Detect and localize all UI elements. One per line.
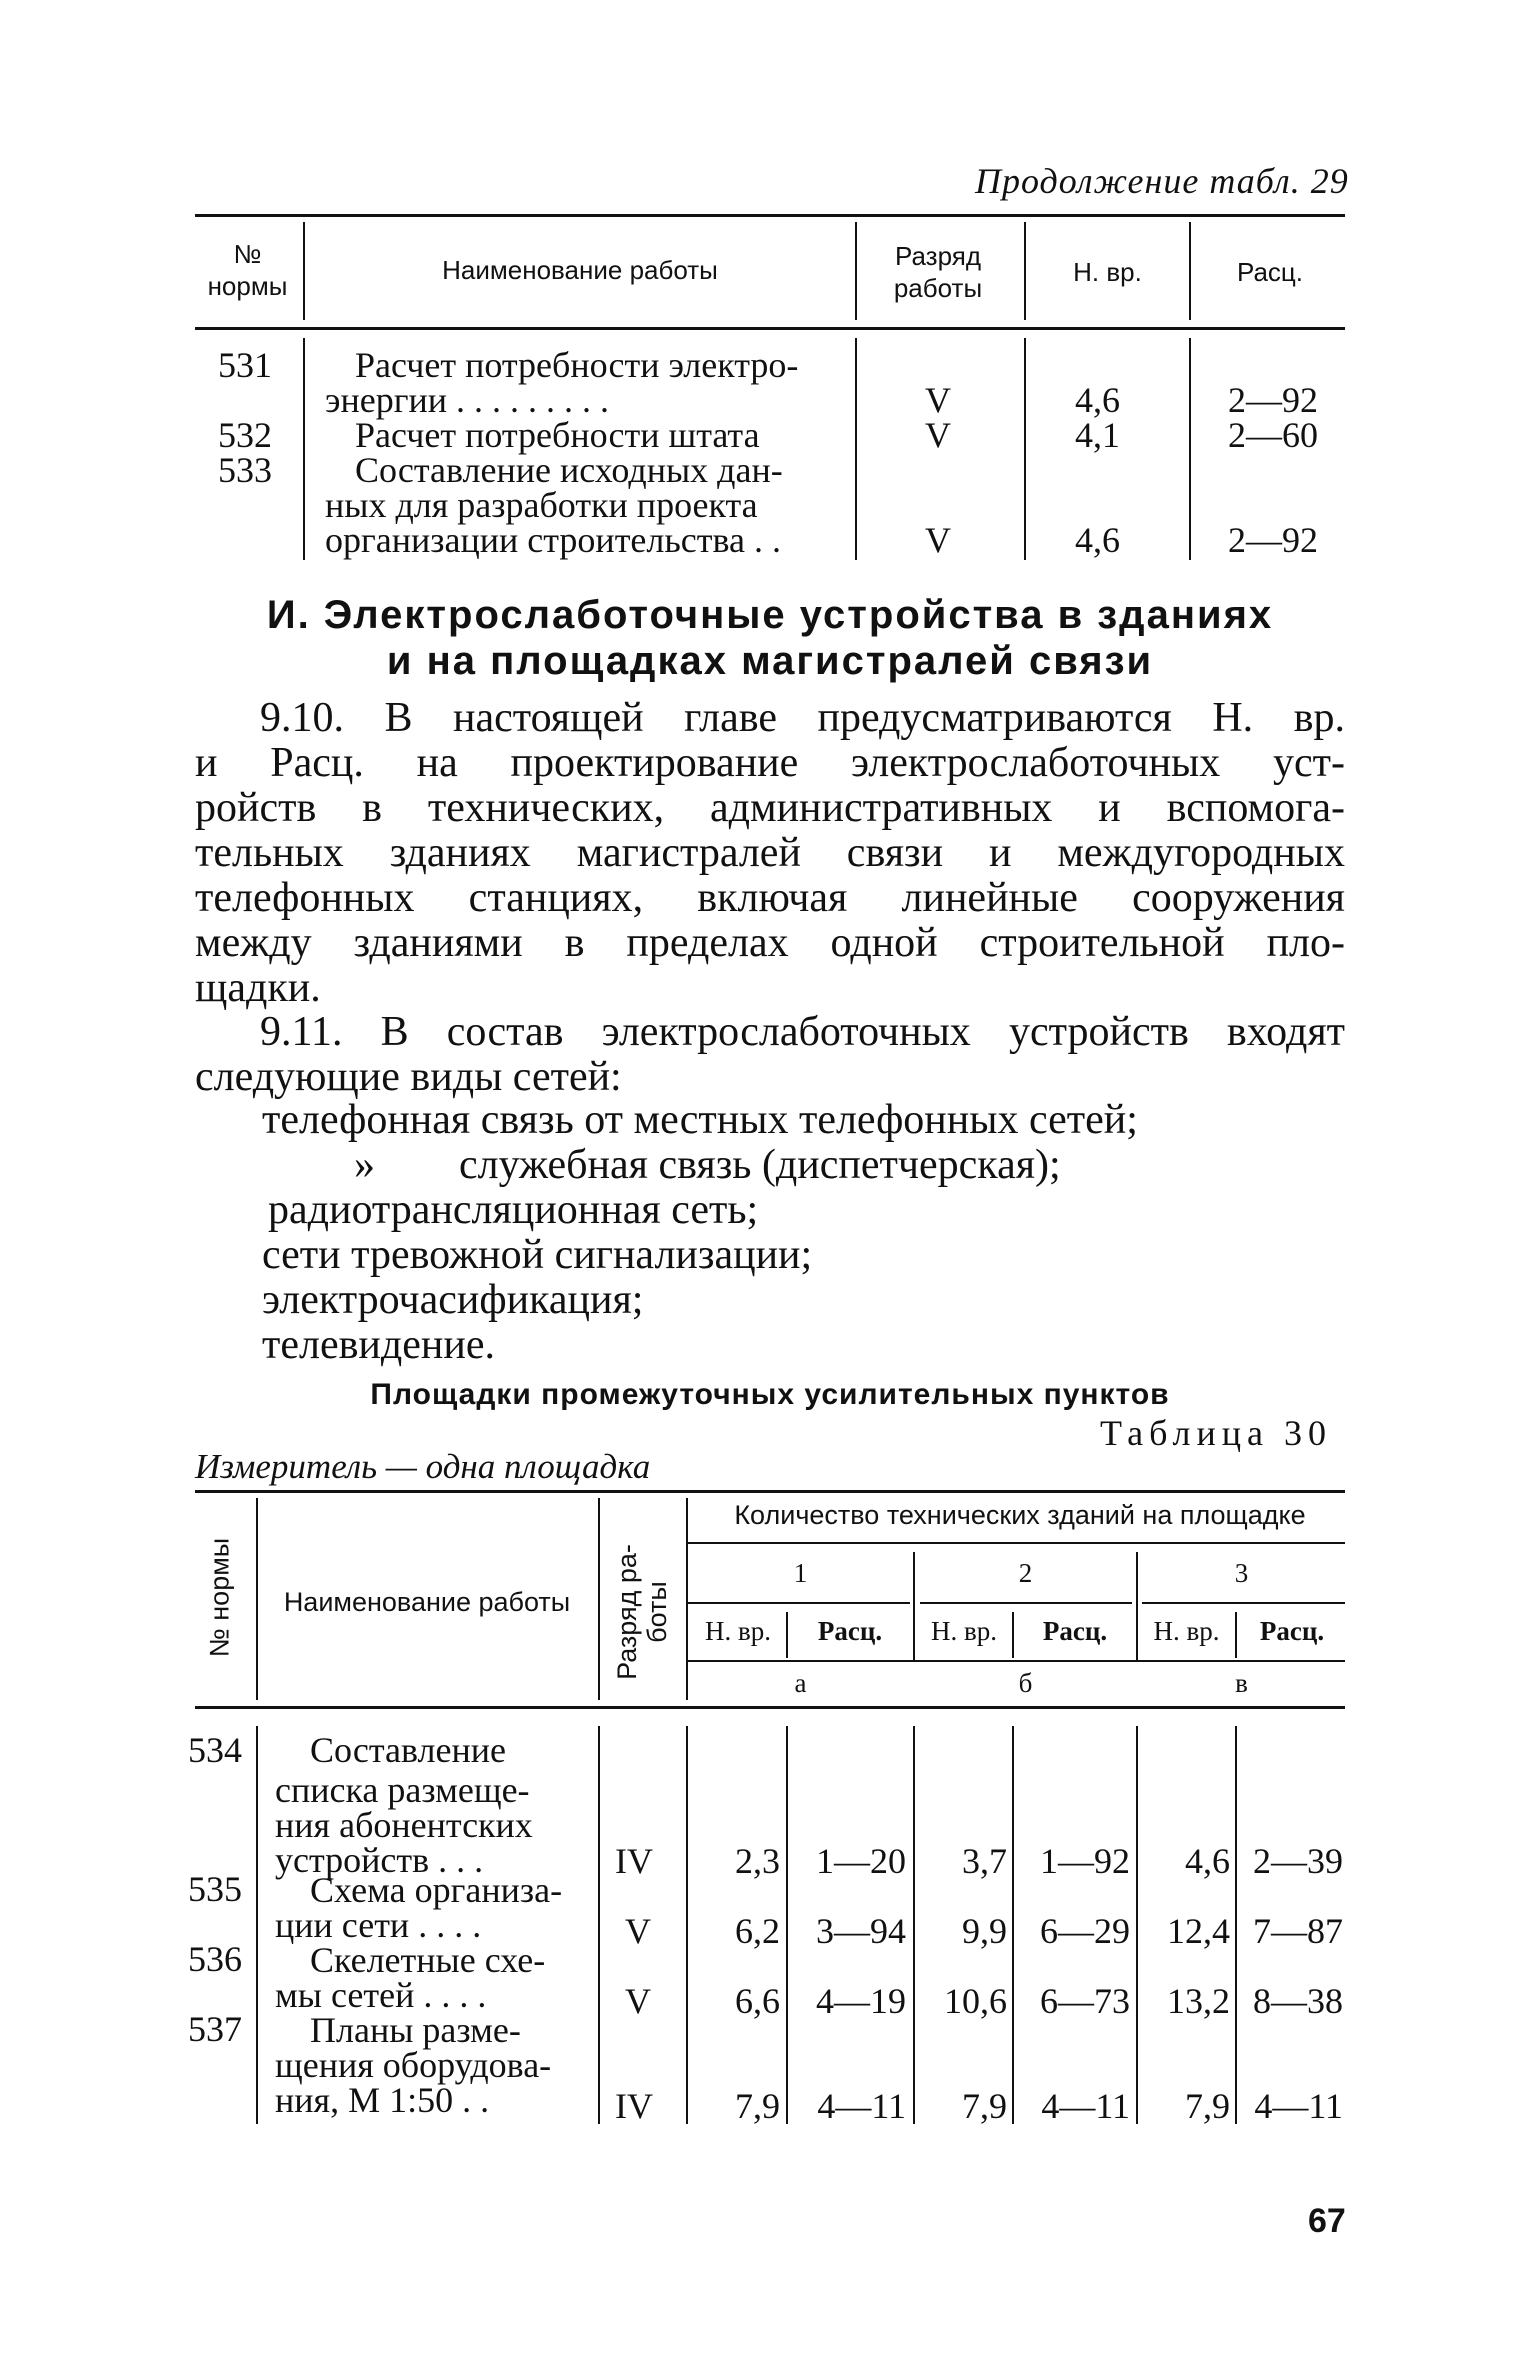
t30-header-rate: Расц. — [1042, 1616, 1108, 1646]
t29-header-no: № нормы — [207, 239, 288, 301]
t29-row-rate: 2—92 — [1228, 520, 1318, 560]
t30-cell: 8—38 — [1253, 1981, 1343, 2021]
t29-row-time: 4,6 — [1075, 520, 1120, 560]
list-item: телевидение. — [262, 1322, 496, 1368]
t30-row-grade: IV — [615, 1841, 653, 1881]
t30-header-letter: в — [1235, 1668, 1248, 1698]
t30-cell: 10,6 — [944, 1981, 1007, 2021]
t30-cell: 7,9 — [962, 2086, 1007, 2126]
table-30-title: Площадки промежуточных усилительных пунктов — [370, 1378, 1170, 1411]
t29-header-time: Н. вр. — [1073, 257, 1142, 287]
t30-header-no: № нормы — [204, 1537, 235, 1658]
t30-header-time: Н. вр. — [705, 1616, 771, 1646]
section-heading: И. Электрослаботочные устройства в зданиях и на площадках магистралей связи — [266, 593, 1274, 683]
t30-row-no: 537 — [188, 2009, 242, 2049]
t29-row-name: ных для разработки проекта — [325, 485, 758, 525]
t30-row-name: Схема организа- ции сети . . . . — [275, 1870, 563, 1945]
list-item: радиотрансляционная сеть; — [268, 1187, 759, 1233]
t30-cell: 12,4 — [1167, 1911, 1230, 1951]
t30-row-grade: V — [625, 1911, 651, 1951]
t29-row-grade: V — [925, 520, 951, 560]
t30-cell: 9,9 — [962, 1911, 1007, 1951]
t29-header-name: Наименование работы — [442, 255, 718, 285]
t30-cell: 6,2 — [735, 1911, 780, 1951]
t29-row-time: 4,1 — [1075, 415, 1120, 455]
t30-header-letter: б — [1018, 1668, 1033, 1698]
t29-header-rate: Расц. — [1236, 257, 1304, 287]
t30-cell: 1—20 — [816, 1841, 906, 1881]
t30-row-name: Планы разме- щения оборудова- ния, М 1:50 . . — [275, 2010, 552, 2120]
t30-cell: 3—94 — [816, 1911, 906, 1951]
table-30-measure: Измеритель — одна площадка — [195, 1447, 651, 1486]
t29-row-no: 533 — [218, 450, 272, 490]
t30-cell: 6—29 — [1040, 1911, 1130, 1951]
t29-row-name: энергии . . . . . . . . . — [325, 380, 609, 420]
list-item: сети тревожной сигнализации; — [262, 1232, 813, 1278]
table-29-header-rule — [195, 327, 1345, 330]
t30-cell: 6—73 — [1040, 1981, 1130, 2021]
t30-header-time: Н. вр. — [1153, 1616, 1220, 1646]
t29-header-grade: Разряд работы — [893, 241, 983, 303]
t30-cell: 13,2 — [1167, 1981, 1230, 2021]
t30-header-grade: Разряд ра-боты — [612, 1544, 672, 1680]
t30-row-no: 534 — [188, 1730, 242, 1770]
network-types-list — [262, 1098, 1138, 1368]
t29-row-rate: 2—92 — [1228, 380, 1318, 420]
t30-header-rate: Расц. — [1259, 1616, 1325, 1646]
table-continuation-label: Продолжение табл. 29 — [975, 161, 1349, 201]
t30-cell: 4—11 — [1041, 2086, 1130, 2126]
t30-cell: 7,9 — [735, 2086, 780, 2126]
t30-header-letter: а — [794, 1668, 807, 1698]
t30-header-count: 1 — [793, 1558, 808, 1588]
list-item: телефонная связь от местных телефонных сетей; — [262, 1097, 1138, 1143]
t30-cell: 2—39 — [1253, 1841, 1343, 1881]
t29-row-no: 532 — [218, 415, 272, 455]
t29-row-name: организации строительства . . — [325, 520, 781, 560]
t29-row-grade: V — [925, 415, 951, 455]
t30-header-group: Количество технических зданий на площадке — [734, 1500, 1306, 1530]
t29-row-time: 4,6 — [1075, 380, 1120, 420]
t30-row-grade: IV — [615, 2086, 653, 2126]
t29-row-grade: V — [925, 380, 951, 420]
t30-cell: 6,6 — [735, 1981, 780, 2021]
t30-header-name: Наименование работы — [283, 1587, 571, 1617]
t30-cell: 4—11 — [817, 2086, 906, 2126]
page-number: 67 — [1308, 2202, 1346, 2240]
t29-row-rate: 2—60 — [1228, 415, 1318, 455]
t30-row-name: Скелетные схе- мы сетей . . . . — [275, 1940, 546, 2015]
t30-cell: 4—11 — [1254, 2086, 1343, 2126]
t30-header-count: 3 — [1234, 1558, 1249, 1588]
t30-row-grade: V — [625, 1981, 651, 2021]
t29-row-name: Расчет потребности электро- — [355, 345, 799, 385]
t30-cell: 7—87 — [1253, 1911, 1343, 1951]
list-item: » служебная связь (диспетчерская); — [354, 1142, 1061, 1188]
t29-row-no: 531 — [218, 345, 272, 385]
t30-row-no: 536 — [188, 1939, 242, 1979]
t30-row-name: Составление списка размеще- ния абонентских устройств . . . — [275, 1730, 533, 1880]
t29-row-name: Составление исходных дан- — [355, 450, 783, 490]
t29-row-name: Расчет потребности штата — [355, 415, 760, 455]
t30-cell: 1—92 — [1040, 1841, 1130, 1881]
table-29-top-rule — [195, 214, 1345, 217]
t30-cell: 4—19 — [816, 1981, 906, 2021]
list-item: электрочасификация; — [262, 1277, 644, 1323]
t30-cell: 2,3 — [735, 1841, 780, 1881]
paragraph-9-10: 9.10. В настоящей главе предусматриваются Н. вр. и Расц. на проектирование электрослаботочных уст- ройств в технических, административных и вспомога- тельных зданиях магистралей связи и междугородных телефонных станциях, включая линейные сооружения между зданиями в пределах одной строительной пло- щадки. — [195, 695, 1345, 1011]
t30-row-no: 535 — [188, 1869, 242, 1909]
t30-header-time: Н. вр. — [931, 1616, 997, 1646]
t30-cell: 4,6 — [1185, 1841, 1230, 1881]
paragraph-9-11: 9.11. В состав электрослаботочных устройств входят следующие виды сетей: — [195, 1009, 1345, 1100]
t30-header-count: 2 — [1018, 1558, 1033, 1588]
t30-cell: 3,7 — [962, 1841, 1007, 1881]
table-30-label: Таблица 30 — [1100, 1413, 1332, 1453]
t30-cell: 7,9 — [1185, 2086, 1230, 2126]
t30-header-rate: Расц. — [817, 1616, 883, 1646]
